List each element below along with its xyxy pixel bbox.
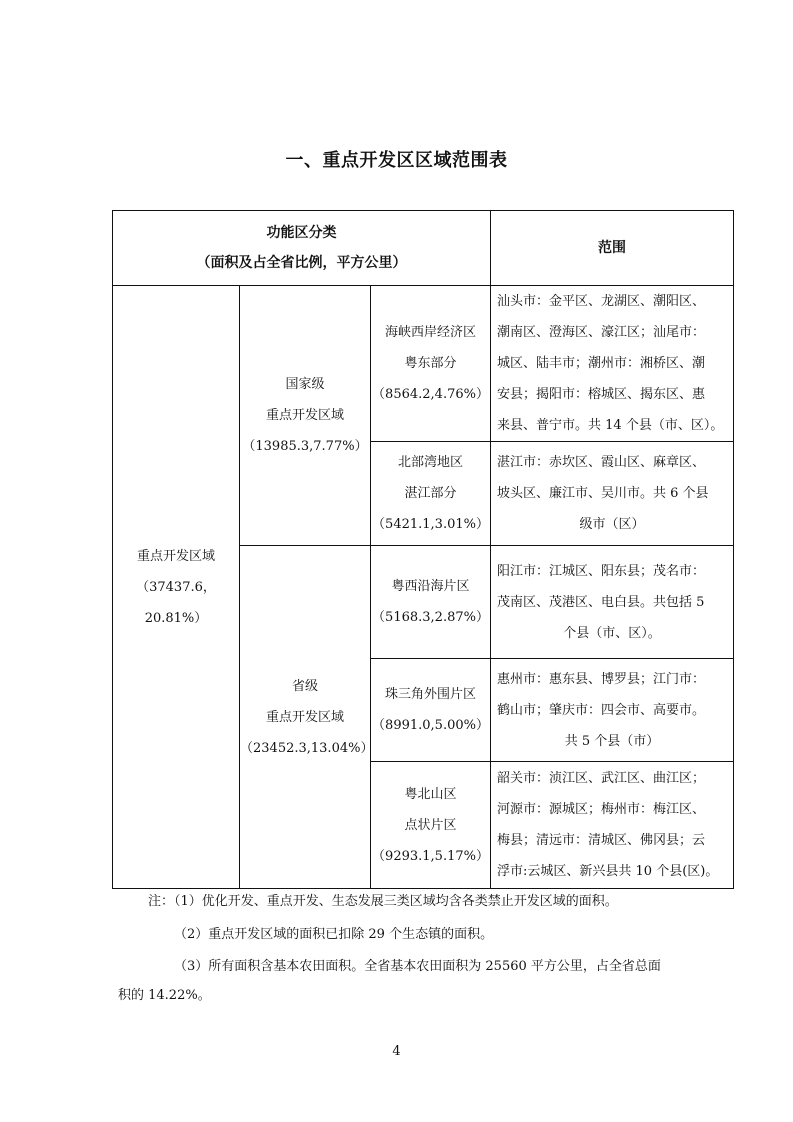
note-3: （3）所有面积含基本农田面积。全省基本农田面积为 25560 平方公里，占全省总面 <box>174 959 661 974</box>
range-line: 城区、陆丰市；潮州市：湘桥区、潮 <box>497 356 706 371</box>
zone-area: （5421.1,3.01%） <box>372 517 489 532</box>
national-level-type: 重点开发区域 <box>265 408 344 423</box>
range-line: 茂南区、茂港区、电白县。共包括 5 <box>497 594 705 610</box>
development-zone-table <box>112 210 734 889</box>
table-row <box>113 286 734 442</box>
range-line: 汕头市：金平区、龙湖区、潮阳区、 <box>497 294 706 309</box>
zone-range-cell <box>491 442 734 546</box>
range-line: 坡头区、廉江市、吴川市。共 6 个县 <box>497 486 709 501</box>
level1-name: 重点开发区域 <box>136 548 215 564</box>
range-line: 安县；揭阳市：榕城区、揭东区、惠 <box>497 387 706 402</box>
range-line: 惠州市：惠东县、博罗县；江门市： <box>497 671 706 687</box>
zone-range-cell <box>491 659 734 762</box>
range-line: 阳江市：江城区、阳东县；茂名市： <box>497 563 706 579</box>
range-line: 河源市：源城区；梅州市：梅江区、 <box>497 802 706 817</box>
zone-name: 海峡西岸经济区 <box>385 325 477 340</box>
note-2: （2）重点开发区域的面积已扣除 29 个生态镇的面积。 <box>174 927 494 942</box>
zone-area: （5168.3,2.87%） <box>372 610 489 625</box>
zone-subname: 湛江部分 <box>404 486 457 501</box>
zone-name-cell <box>371 286 491 442</box>
note-3-continued: 积的 14.22%。 <box>118 988 211 1003</box>
header-category-cell <box>113 211 491 286</box>
zone-range-cell <box>491 762 734 889</box>
table-header-row <box>113 211 734 286</box>
range-line: 韶关市：浈江区、武江区、曲江区； <box>497 771 706 786</box>
provincial-level-area: （23452.3,13.04%） <box>240 740 374 756</box>
zone-name: 粤北山区 <box>404 786 457 802</box>
zone-name: 珠三角外围片区 <box>385 687 477 702</box>
zone-range-cell <box>491 546 734 659</box>
zone-name-cell <box>371 659 491 762</box>
zone-name-cell <box>371 546 491 659</box>
level1-cell <box>113 286 240 889</box>
note-1: 注：（1）优化开发、重点开发、生态发展三类区域均含各类禁止开发区域的面积。 <box>148 894 618 909</box>
range-line: 个县（市、区）。 <box>563 625 661 641</box>
zone-area: （8564.2,4.76%） <box>372 387 489 402</box>
range-line: 梅县；清远市：清城区、佛冈县；云 <box>497 833 706 848</box>
page-title: 一、重点开发区区域范围表 <box>285 150 508 171</box>
zone-name-cell <box>371 762 491 889</box>
range-line: 浮市:云城区、新兴县共 10 个县(区)。 <box>497 864 719 879</box>
provincial-level-cell <box>240 546 374 889</box>
national-level-name: 国家级 <box>285 377 325 392</box>
zone-name: 北部湾地区 <box>398 455 464 470</box>
page-number: 4 <box>392 1044 401 1059</box>
range-line: 潮南区、澄海区、濠江区；汕尾市： <box>497 325 706 340</box>
zone-area: （9293.1,5.17%） <box>372 848 489 864</box>
level1-area: （37437.6， <box>136 579 216 595</box>
range-line: 级市（区） <box>579 517 645 532</box>
zone-name-cell <box>371 442 491 546</box>
range-line: 共 5 个县（市） <box>564 733 660 749</box>
zone-subname: 粤东部分 <box>404 356 457 371</box>
zone-area: （8991.0,5.00%） <box>372 718 489 733</box>
header-category-title: 功能区分类 <box>266 225 337 241</box>
zone-subname: 点状片区 <box>404 817 457 833</box>
range-line: 湛江市：赤坎区、霞山区、麻章区、 <box>497 455 706 470</box>
header-range-cell: 范围 <box>491 211 734 286</box>
national-level-cell <box>240 286 371 546</box>
header-category-subtitle: （面积及占全省比例，平方公里） <box>196 255 407 271</box>
zone-name: 粤西沿海片区 <box>391 579 470 594</box>
range-line: 来县、普宁市。共 14 个县（市、区）。 <box>497 418 724 433</box>
zone-range-cell <box>491 286 734 442</box>
national-level-area: （13985.3,7.77%） <box>242 439 368 454</box>
provincial-level-type: 重点开发区域 <box>265 709 344 725</box>
range-line: 鹤山市；肇庆市：四会市、高要市。 <box>497 702 706 718</box>
provincial-level-name: 省级 <box>291 678 318 694</box>
level1-percent: 20.81%） <box>144 610 208 626</box>
